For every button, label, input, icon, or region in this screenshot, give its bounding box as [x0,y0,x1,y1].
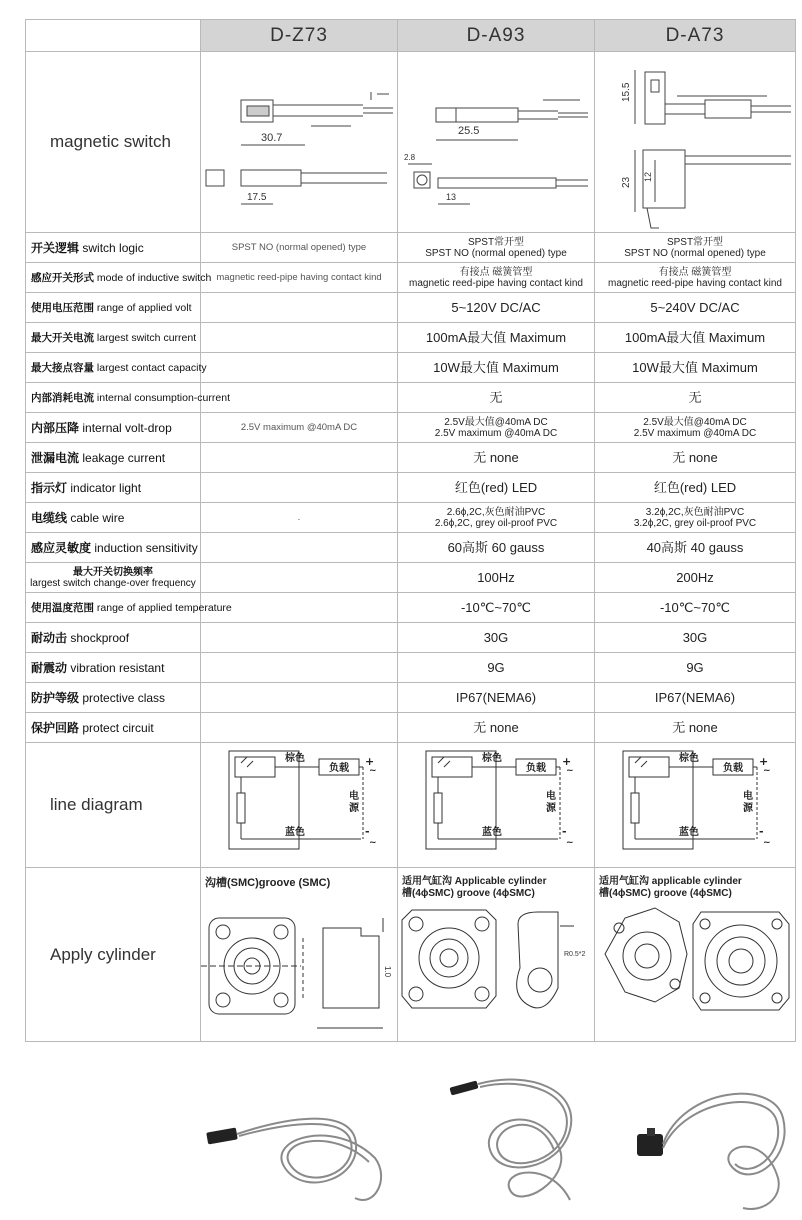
spec-label-en: internal consumption-current [96,392,230,404]
spec-row [26,353,796,383]
spec-label [26,563,201,593]
da73-value-line: 红色(red) LED [653,480,737,495]
spec-label [26,443,201,473]
da73-value-line: 有接点 磁簧管型 [658,266,732,278]
dz73-value [201,533,398,563]
spec-label-zh: 内部压降 [31,421,80,435]
da73-height3-dim: 12 [643,171,653,182]
da93-value [398,623,595,653]
spec-label-zh: 内部消耗电流 [31,392,94,404]
spec-label-en: shockproof [70,631,130,645]
spec-row [26,263,796,293]
spec-row [26,413,796,443]
apply-cylinder-label: Apply cylinder [26,868,201,1042]
da93-dimension-drawing [398,52,594,232]
ac-label-top: ~ [369,766,377,776]
da93-groove-dim: R0.5*2 [564,951,586,958]
spec-row [26,473,796,503]
dz73-value [201,623,398,653]
da73-value-line: 200Hz [676,570,714,585]
spec-label [26,593,232,623]
da73-height2-dim: 23 [621,176,632,188]
da73-value-line: 3.2ϕ,2C,灰色耐油PVC [645,506,745,518]
spec-row [26,563,796,593]
load-label: 负载 [526,763,546,774]
da93-value-line: 10W最大值 Maximum [433,360,559,375]
da73-value [595,563,796,593]
da93-value-line: 2.6ϕ,2C,灰色耐油PVC [446,506,546,518]
da73-value-line: 无 none [672,720,718,735]
spec-row [26,713,796,743]
da93-value-line: 30G [483,630,509,645]
dz73-length-dim: 30.7 [261,132,283,144]
da93-value-line: 红色(red) LED [454,480,538,495]
spec-label-zh: 耐动击 [31,631,68,645]
spec-label-zh: 最大接点容量 [31,362,94,374]
magnetic-switch-row [26,52,796,233]
da73-value-line: SPST常开型 [666,236,724,248]
circuit-diagram [595,743,795,865]
da73-value-line: IP67(NEMA6) [654,690,736,705]
dz73-length2-dim: 17.5 [247,192,267,203]
da93-value [398,353,595,383]
dz73-value [201,293,398,323]
da73-value-line: 3.2ϕ,2C, grey oil-proof PVC [633,517,757,529]
da73-value [595,533,796,563]
da93-drawing-cell [398,52,595,233]
da73-value-line: 9G [686,660,704,675]
da93-value-line: -10℃~70℃ [460,600,532,615]
da73-value-line: SPST NO (normal opened) type [624,247,766,259]
dz73-groove-dim: 1.0 [383,966,392,978]
apply-cylinder-row [26,868,796,1042]
da93-height-dim: 2.8 [404,153,416,162]
spec-label [26,623,201,653]
spec-row [26,683,796,713]
da93-value [398,293,595,323]
figure-rows [26,743,796,1042]
spec-label-en: largest contact capacity [96,362,207,374]
circuit-diagram [398,743,594,865]
da93-cylinder-cell [398,868,595,1042]
brown-wire-label: 棕色 [679,753,699,764]
da73-value-line: 100mA最大值 Maximum [624,330,766,345]
da93-value [398,413,595,443]
dz73-value [201,713,398,743]
spec-label-en: mode of inductive switch [96,272,212,284]
dz73-cylinder-drawing [201,868,397,1040]
da73-value-line: 10W最大值 Maximum [632,360,758,375]
power-label-1: 电 [743,791,753,802]
da73-cylinder-title-2: 槽(4ϕSMC) groove (4ϕSMC) [599,888,732,899]
spec-table [25,19,796,1042]
da93-value [398,233,595,263]
da73-dimension-drawing [595,52,795,232]
spec-label [26,383,230,413]
ac-label-bottom: ~ [566,838,574,848]
da73-value [595,413,796,443]
spec-label-zh: 耐震动 [31,661,68,675]
spec-label-zh: 指示灯 [31,481,68,495]
spec-row [26,533,796,563]
dz73-value: SPST NO (normal opened) type [201,233,398,263]
da93-value [398,443,595,473]
circuit-diagram [201,743,397,865]
spec-label-zh: 使用电压范围 [31,302,94,314]
dz73-dimension-drawing [201,52,397,232]
da93-value-line: 无 [489,390,503,405]
da73-value [595,623,796,653]
da73-value [595,263,796,293]
ac-label-top: ~ [566,766,574,776]
da93-value [398,383,595,413]
spec-rows [26,233,796,743]
dz73-value [201,353,398,383]
da73-cylinder-cell [595,868,796,1042]
spec-label [26,323,201,353]
dz73-value [201,683,398,713]
spec-label-zh: 保护回路 [31,721,80,735]
dz73-cylinder-title: 沟槽(SMC)groove (SMC) [205,877,331,889]
line-diagram-label: line diagram [26,743,201,868]
spec-label [26,533,201,563]
spec-row [26,653,796,683]
da73-value [595,293,796,323]
spec-label-en: range of applied volt [96,302,192,314]
da93-value-line: magnetic reed-pipe having contact kind [409,277,583,289]
da73-height-dim: 15.5 [621,82,632,102]
load-label: 负载 [723,763,743,774]
da73-value-line: magnetic reed-pipe having contact kind [608,277,782,289]
da93-value [398,713,595,743]
da93-value-line: 2.5V最大值@40mA DC [444,416,548,428]
load-label: 负载 [329,763,349,774]
da93-value-line: 60高斯 60 gauss [447,540,545,555]
plus-label: + [562,755,572,768]
da93-value [398,533,595,563]
da93-value [398,593,595,623]
minus-label: - [759,825,764,838]
dz73-value [201,323,398,353]
da93-value-line: 2.5V maximum @40mA DC [434,427,558,439]
dz73-circuit-cell [201,743,398,868]
da93-value [398,563,595,593]
da73-value-line: 30G [682,630,708,645]
line-diagram-row [26,743,796,868]
da93-value-line: SPST NO (normal opened) type [425,247,567,259]
blue-wire-label: 蓝色 [482,827,502,838]
da73-cylinder-drawing [595,868,795,1040]
spec-label-en: largest switch change-over frequency [30,577,196,589]
da73-value [595,683,796,713]
da73-value [595,653,796,683]
spec-row [26,503,796,533]
da93-value [398,503,595,533]
model-da93: D-A93 [398,20,595,52]
dz73-value [201,443,398,473]
da93-product-photo [420,1060,630,1220]
spec-label-en: cable wire [70,511,125,525]
dz73-value: 2.5V maximum @40mA DC [201,413,398,443]
da93-value-line: 9G [487,660,505,675]
dz73-cylinder-cell [201,868,398,1042]
dz73-value [201,383,398,413]
spec-label-en: internal volt-drop [82,421,172,435]
dz73-product-photo [195,1078,395,1218]
spec-label [26,413,201,443]
spec-label [26,263,212,293]
da73-value [595,593,796,623]
da93-value-line: 100mA最大值 Maximum [425,330,567,345]
da93-value-line: 100Hz [477,570,515,585]
da93-value-line: 5~120V DC/AC [451,300,541,315]
plus-label: + [365,755,375,768]
dz73-drawing-cell [201,52,398,233]
spec-label-en: protective class [82,691,166,705]
spec-label-en: leakage current [82,451,166,465]
spec-row [26,293,796,323]
da73-value [595,383,796,413]
magnetic-switch-label: magnetic switch [26,52,201,233]
da93-value-line: 无 none [473,450,519,465]
spec-row [26,443,796,473]
da93-value [398,473,595,503]
da73-value [595,443,796,473]
da73-value-line: -10℃~70℃ [659,600,731,615]
spec-label-en: largest switch current [96,332,197,344]
da93-value [398,323,595,353]
spec-label-en: range of applied temperature [96,602,232,614]
da73-value [595,233,796,263]
spec-row [26,623,796,653]
da73-value-line: 无 none [672,450,718,465]
minus-label: - [365,825,370,838]
product-photos [25,1048,795,1216]
spec-label [26,503,201,533]
spec-label [26,683,201,713]
power-label-2: 源 [743,803,753,814]
da73-value [595,323,796,353]
spec-label-zh: 开关逻辑 [31,241,80,255]
spec-label-zh: 泄漏电流 [31,451,80,465]
blue-wire-label: 蓝色 [679,827,699,838]
spec-label-en: indicator light [70,481,142,495]
da93-value-line: 有接点 磁簧管型 [459,266,533,278]
spec-label-zh: 最大开关电流 [31,332,94,344]
da73-circuit-cell [595,743,796,868]
dz73-value [201,473,398,503]
spec-label-zh: 感应开关形式 [31,272,94,284]
plus-label: + [759,755,769,768]
power-label-2: 源 [349,803,359,814]
da73-value-line: 2.5V maximum @40mA DC [633,427,757,439]
model-header-row [26,20,796,52]
spec-label-en: switch logic [82,241,144,255]
spec-label-zh: 防护等级 [31,691,80,705]
spec-label-zh: 感应灵敏度 [31,541,92,555]
ac-label-bottom: ~ [763,838,771,848]
dz73-value [201,563,398,593]
power-label-1: 电 [349,791,359,802]
model-dz73: D-Z73 [201,20,398,52]
dz73-value: magnetic reed-pipe having contact kind [201,263,398,293]
da93-value-line: SPST常开型 [467,236,525,248]
spec-row [26,323,796,353]
spec-label [26,473,201,503]
minus-label: - [562,825,567,838]
spec-label-zh: 使用温度范围 [31,602,94,614]
da93-length-dim: 25.5 [458,125,480,137]
da73-value-line: 40高斯 40 gauss [646,540,744,555]
spec-label-zh: 电缆线 [31,511,68,525]
ac-label-top: ~ [763,766,771,776]
spec-label [26,713,201,743]
da93-value [398,683,595,713]
da73-value-line: 无 [688,390,702,405]
brown-wire-label: 棕色 [285,753,305,764]
da93-value-line: IP67(NEMA6) [455,690,537,705]
da73-value [595,473,796,503]
da93-length2-dim: 13 [446,192,457,202]
spec-label-zh: 最大开关切换频率 [73,566,153,578]
brown-wire-label: 棕色 [482,753,502,764]
spec-label-en: protect circuit [82,721,154,735]
spec-label [26,293,201,323]
spec-row [26,593,796,623]
model-da73: D-A73 [595,20,796,52]
da93-cylinder-title-2: 槽(4ϕSMC) groove (4ϕSMC) [402,888,535,899]
power-label-2: 源 [546,803,556,814]
da73-value-line: 5~240V DC/AC [650,300,740,315]
da73-product-photo [623,1068,795,1218]
blue-wire-label: 蓝色 [285,827,305,838]
dz73-value [201,653,398,683]
da93-cylinder-title-1: 适用气缸沟 Applicable cylinder [402,876,547,887]
da93-circuit-cell [398,743,595,868]
da93-value-line: 2.6ϕ,2C, grey oil-proof PVC [434,517,558,529]
da73-drawing-cell [595,52,796,233]
da73-value [595,713,796,743]
da73-value-line: 2.5V最大值@40mA DC [643,416,747,428]
power-label-1: 电 [546,791,556,802]
da73-value [595,353,796,383]
da73-value [595,503,796,533]
dz73-value: . [201,503,398,533]
da93-cylinder-drawing [398,868,594,1040]
ac-label-bottom: ~ [369,838,377,848]
da93-value [398,653,595,683]
spec-label [26,353,207,383]
spec-row [26,383,796,413]
spec-label-en: vibration resistant [70,661,165,675]
corner-cell [26,20,201,52]
spec-label [26,233,201,263]
da93-value [398,263,595,293]
da73-cylinder-title-1: 适用气缸沟 applicable cylinder [599,876,742,887]
da93-value-line: 无 none [473,720,519,735]
spec-row [26,233,796,263]
spec-label-en: induction sensitivity [94,541,198,555]
spec-label [26,653,201,683]
